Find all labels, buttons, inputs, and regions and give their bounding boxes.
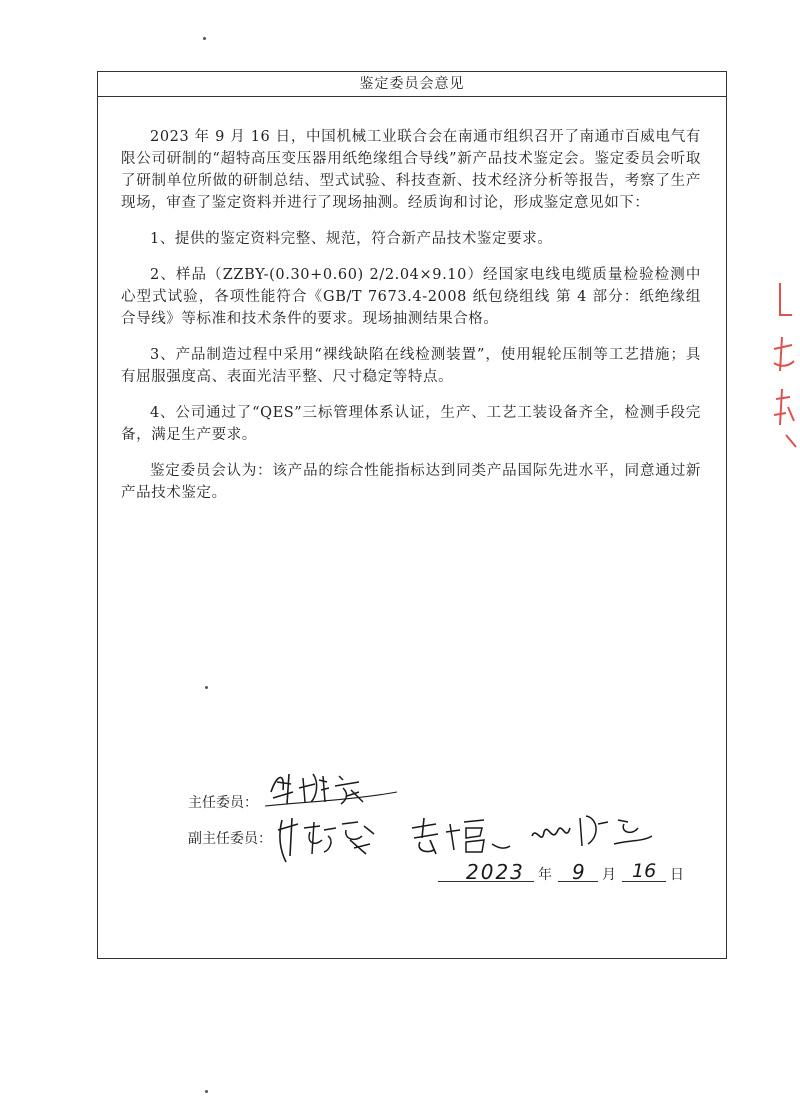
vice-chair-signature-3 xyxy=(528,806,658,856)
vice-chair-signature-2 xyxy=(406,810,516,860)
vice-chair-label: 副主任委员： xyxy=(188,831,272,847)
paragraph-item-1: 1、提供的鉴定资料完整、规范，符合新产品技术鉴定要求。 xyxy=(150,231,553,247)
paragraph-item-2: 2、样品（ZZBY-(0.30+0.60) 2/2.04×9.10）经国家电线电缆质量检验检测中心型式试验，各项性能符合《GB/T 7673.4-2008 纸包绕组线 第 4 部分：纸绝缘组合导线》等标准和技术条件的要求。现场抽测结果合格。 xyxy=(121,267,701,327)
frame-header-title: 鉴定委员会意见 xyxy=(98,72,726,97)
opinion-body xyxy=(121,126,701,518)
date-month: 9 xyxy=(572,860,585,884)
scan-speck xyxy=(203,37,206,40)
date-day-unit: 日 xyxy=(670,867,684,883)
paragraph-item-3: 3、产品制造过程中采用“裸线缺陷在线检测装置”，使用辊轮压制等工艺措施；具有屈服强度高、表面光洁平整、尺寸稳定等特点。 xyxy=(121,347,701,385)
paragraph-item-4: 4、公司通过了“QES”三标管理体系认证，生产、工艺工装设备齐全，检测手段完备，满足生产要求。 xyxy=(121,405,701,443)
signature-date xyxy=(438,860,698,886)
scan-speck xyxy=(205,686,208,689)
date-month-unit: 月 xyxy=(602,867,616,883)
paragraph-conclusion: 鉴定委员会认为：该产品的综合性能指标达到同类产品国际先进水平，同意通过新产品技术鉴定。 xyxy=(121,463,701,501)
paragraph-intro: 2023 年 9 月 16 日，中国机械工业联合会在南通市组织召开了南通市百威电气有限公司研制的“超特高压变压器用纸绝缘组合导线”新产品技术鉴定会。鉴定委员会听取了研制单位所做的研制总结、型式试验、科技查新、技术经济分析等报告，考察了生产现场，审查了鉴定资料并进行了现场抽测。经质询和讨论，形成鉴定意见如下： xyxy=(121,129,701,211)
red-seal-stamp-partial xyxy=(766,275,800,455)
chair-signature xyxy=(263,762,403,812)
opinion-frame xyxy=(97,71,727,959)
date-day: 16 xyxy=(632,860,657,882)
scan-speck xyxy=(205,1090,208,1093)
date-year: 2023 xyxy=(466,860,525,884)
date-year-unit: 年 xyxy=(538,867,552,883)
vice-chair-signature-1 xyxy=(274,810,384,866)
chair-label: 主任委员： xyxy=(188,795,258,811)
